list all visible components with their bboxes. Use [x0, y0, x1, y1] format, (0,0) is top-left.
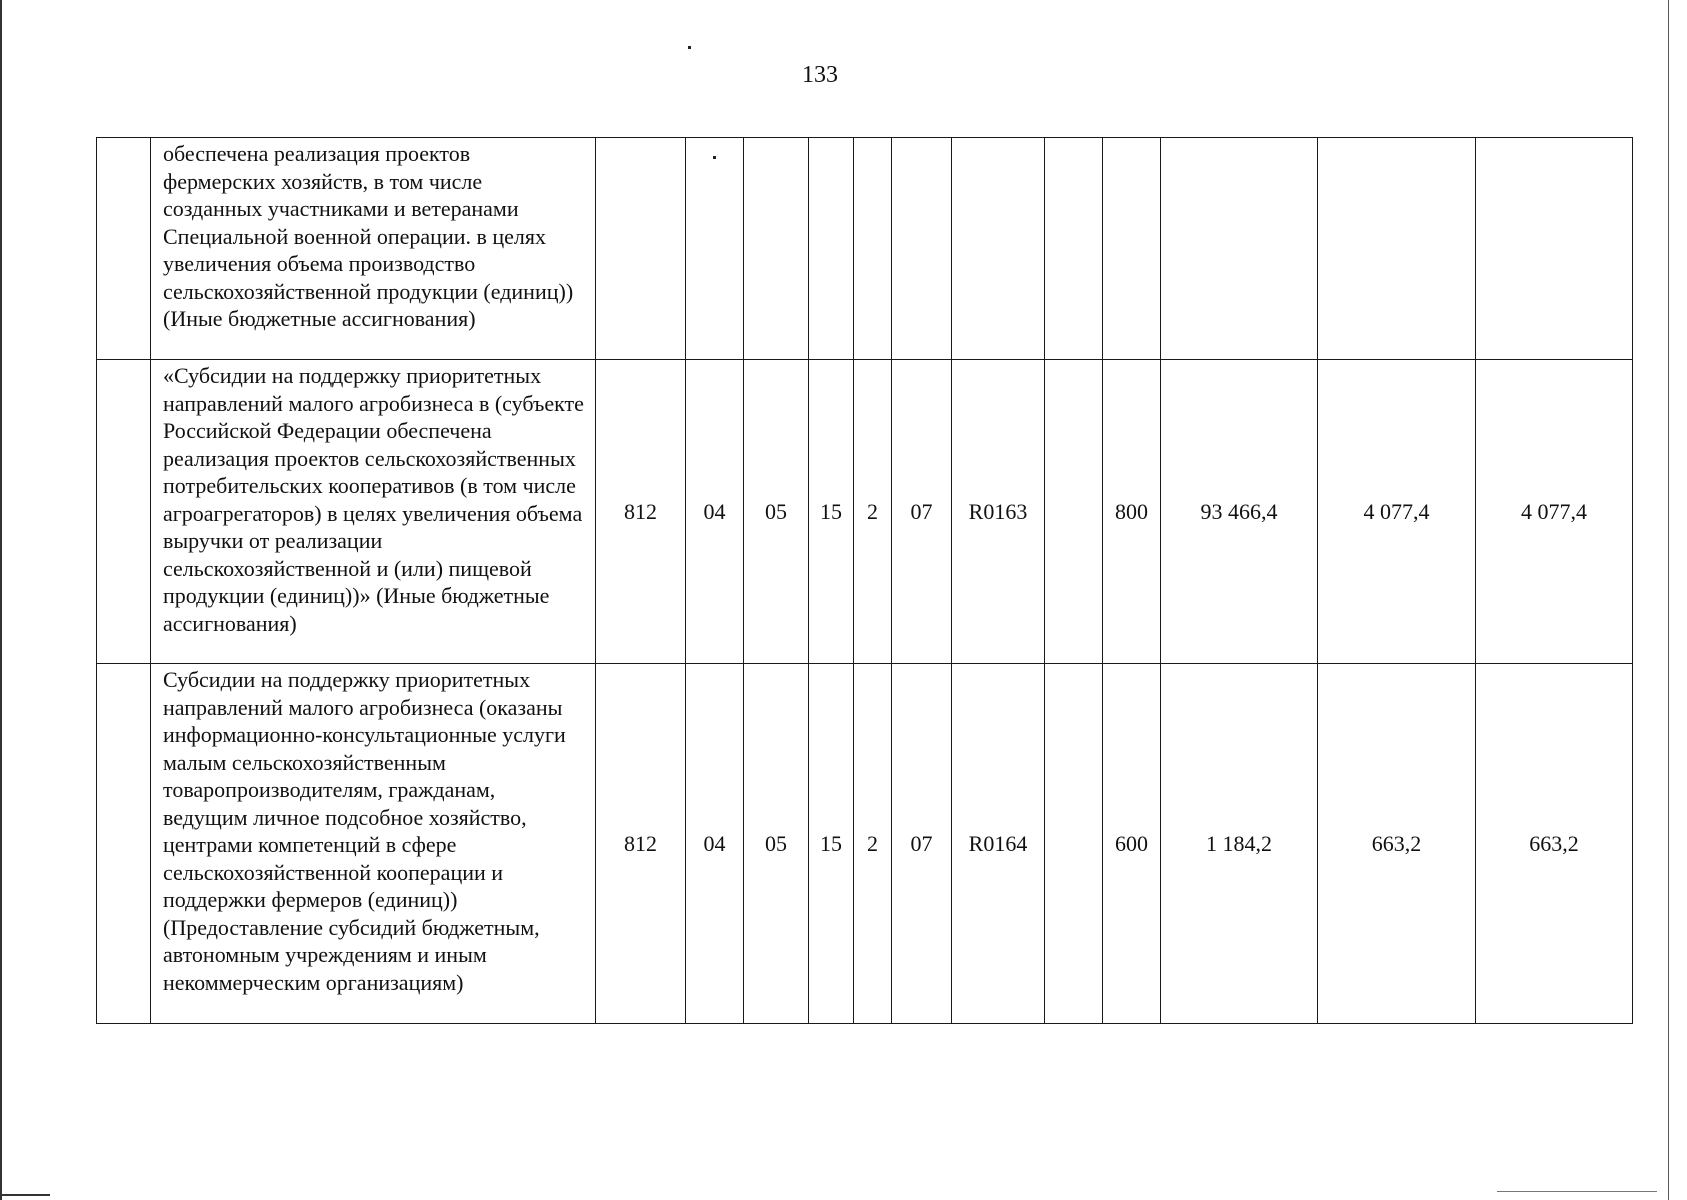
row-number-cell: [97, 360, 151, 664]
event-cell: [892, 138, 952, 360]
program-cell: 15: [809, 664, 854, 1024]
section-cell: 04: [686, 360, 744, 664]
subsection-cell: 05: [744, 664, 809, 1024]
description-cell: Субсидии на поддержку приоритетных направлений малого агробизнеса (оказаны информационно-консультационные услуги малым сельскохозяйственным товаропроизводителям, гражданам, ведущим личное подсобное хозяйство, центрами компетенций в сфере сельскохозяйственной кооперации и поддержки фермеров (единиц)) (Предоставление субсидий бюджетным, автономным учреждениям и иным некоммерческим организациям): [151, 664, 596, 1024]
program-cell: 15: [809, 360, 854, 664]
extra-cell: [1045, 360, 1103, 664]
row-number-cell: [97, 664, 151, 1024]
event-cell: 07: [892, 664, 952, 1024]
amount-1-cell: [1161, 138, 1318, 360]
scan-bottom-mark: [0, 1194, 50, 1196]
direction-cell: R0163: [952, 360, 1045, 664]
amount-3-cell: 4 077,4: [1476, 360, 1633, 664]
subprogram-cell: 2: [854, 664, 892, 1024]
description-cell: «Субсидии на поддержку приоритетных направлений малого агробизнеса в (субъекте Российской Федерации обеспечена реализация проектов сельскохозяйственных потребительских кооперативов (в том числе агроагрегаторов) в целях увеличения объема выручки от реализации сельскохозяйственной и (или) пищевой продукции (единиц))» (Иные бюджетные ассигнования): [151, 360, 596, 664]
amount-1-cell: 93 466,4: [1161, 360, 1318, 664]
program-cell: [809, 138, 854, 360]
description-cell: обеспечена реализация проектов фермерских хозяйств, в том числе созданных участниками и ветеранами Специальной военной операции. в целях увеличения объема производство сельскохозяйственной продукции (единиц)) (Иные бюджетные ассигнования): [151, 138, 596, 360]
amount-2-cell: 4 077,4: [1318, 360, 1476, 664]
extra-cell: [1045, 138, 1103, 360]
direction-cell: [952, 138, 1045, 360]
scan-dot: [713, 156, 716, 159]
scan-right-edge: [1668, 0, 1669, 1200]
amount-2-cell: [1318, 138, 1476, 360]
amount-2-cell: 663,2: [1318, 664, 1476, 1024]
expense-type-cell: 800: [1103, 360, 1161, 664]
page-number: 133: [802, 62, 838, 88]
section-cell: 04: [686, 664, 744, 1024]
ministry-cell: 812: [596, 360, 686, 664]
table-row: [97, 664, 1633, 1024]
scan-bottom-mark: [1497, 1191, 1657, 1192]
ministry-cell: 812: [596, 664, 686, 1024]
subsection-cell: [744, 138, 809, 360]
amount-3-cell: 663,2: [1476, 664, 1633, 1024]
scan-dot: [688, 46, 691, 49]
subsection-cell: 05: [744, 360, 809, 664]
subprogram-cell: [854, 138, 892, 360]
amount-3-cell: [1476, 138, 1633, 360]
subprogram-cell: 2: [854, 360, 892, 664]
expense-type-cell: 600: [1103, 664, 1161, 1024]
direction-cell: R0164: [952, 664, 1045, 1024]
expense-type-cell: [1103, 138, 1161, 360]
table-row: [97, 360, 1633, 664]
row-number-cell: [97, 138, 151, 360]
section-cell: [686, 138, 744, 360]
extra-cell: [1045, 664, 1103, 1024]
event-cell: 07: [892, 360, 952, 664]
amount-1-cell: 1 184,2: [1161, 664, 1318, 1024]
scan-left-edge: [0, 0, 2, 1200]
budget-table: [96, 137, 1633, 1024]
ministry-cell: [596, 138, 686, 360]
table-row: [97, 138, 1633, 360]
